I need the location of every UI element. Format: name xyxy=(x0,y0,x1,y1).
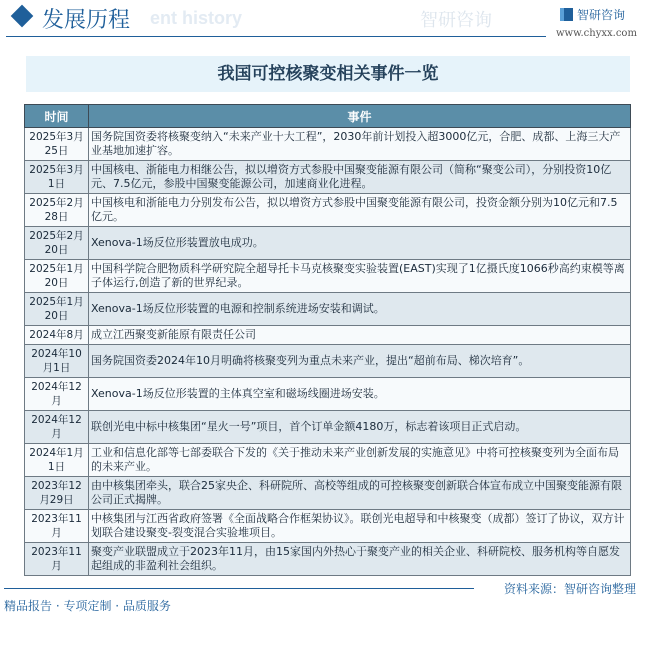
page-header xyxy=(0,0,656,40)
row-time: 2023年12月29日 xyxy=(25,477,89,510)
row-time: 2024年12月 xyxy=(25,378,89,411)
row-event: 中国核电、浙能电力相继公告，拟以增资方式参股中国聚变能源有限公司（简称“聚变公司），分别投资10亿元、7.5亿元，参股中国聚变能源公司，加速商业化进程。 xyxy=(89,161,631,194)
page-title: 发展历程 xyxy=(42,8,131,33)
row-event: 国务院国资委2024年10月明确将核聚变列为重点未来产业，提出“超前布局、梯次培育”。 xyxy=(89,345,631,378)
row-time: 2025年2月28日 xyxy=(25,194,89,227)
brand-name: 智研咨询 xyxy=(577,8,626,22)
row-time: 2025年1月20日 xyxy=(25,260,89,293)
table-row xyxy=(25,411,631,444)
row-event: 联创光电中标中核集团“星火一号”项目，首个订单金额4180万，标志着该项目正式启动。 xyxy=(89,411,631,444)
content-flow xyxy=(4,104,636,614)
table-row xyxy=(25,444,631,477)
row-event: Xenova-1场反位形装置的主体真空室和磁场线圈进场安装。 xyxy=(89,378,631,411)
table-row xyxy=(25,260,631,293)
row-event: Xenova-1场反位形装置放电成功。 xyxy=(89,227,631,260)
source-note: 资料来源：智研咨询整理 xyxy=(503,582,636,596)
watermark: 智研咨询 xyxy=(420,10,492,31)
row-event: Xenova-1场反位形装置的电源和控制系统进场安装和调试。 xyxy=(89,293,631,326)
logo-icon xyxy=(560,8,573,21)
row-event: 由中核集团牵头，联合25家央企、科研院所、高校等组成的可控核聚变创新联合体宣布成立中国聚变能源有限公司正式揭牌。 xyxy=(89,477,631,510)
table-title: 我国可控核聚变相关事件一览 xyxy=(26,56,630,92)
row-event: 成立江西聚变新能原有限责任公司 xyxy=(89,326,631,345)
row-time: 2025年2月20日 xyxy=(25,227,89,260)
row-event: 国务院国资委将核聚变纳入“未来产业十大工程”，2030年前计划投入超3000亿元，合肥、成都、上海三大产业基地加速扩容。 xyxy=(89,128,631,161)
col-header-event: 事件 xyxy=(89,105,631,128)
row-time: 2025年3月1日 xyxy=(25,161,89,194)
page-footer xyxy=(4,580,636,614)
table-row xyxy=(25,378,631,411)
table-row xyxy=(25,510,631,543)
table-row xyxy=(25,128,631,161)
table-row xyxy=(25,293,631,326)
row-time: 2024年8月 xyxy=(25,326,89,345)
header-ghost-text: ent history xyxy=(150,8,243,28)
table-row xyxy=(25,194,631,227)
table-row xyxy=(25,477,631,510)
table-row xyxy=(25,543,631,576)
row-event: 中国核电和浙能电力分别发布公告，拟以增资方式参股中国聚变能源有限公司，投资金额分别为10亿元和7.5亿元。 xyxy=(89,194,631,227)
table-row xyxy=(25,345,631,378)
row-time: 2025年1月20日 xyxy=(25,293,89,326)
diamond-icon xyxy=(11,5,34,28)
row-time: 2023年11月 xyxy=(25,543,89,576)
brand-logo xyxy=(560,6,625,23)
footer-slogan: 精品报告 · 专项定制 · 品质服务 xyxy=(4,599,171,613)
row-event: 中核集团与江西省政府签署《全面战略合作框架协议》。联创光电超导和中核聚变（成都）签订了协议，双方计划联合建设聚变-裂变混合实验堆项目。 xyxy=(89,510,631,543)
row-time: 2023年11月 xyxy=(25,510,89,543)
brand-url: www.chyxx.com xyxy=(556,28,637,39)
events-table xyxy=(24,104,631,576)
table-row xyxy=(25,161,631,194)
table-row xyxy=(25,227,631,260)
col-header-time: 时间 xyxy=(25,105,89,128)
row-time: 2025年3月25日 xyxy=(25,128,89,161)
table-row xyxy=(25,326,631,345)
row-time: 2024年1月1日 xyxy=(25,444,89,477)
header-divider xyxy=(6,36,546,37)
footer-divider xyxy=(4,588,474,589)
row-event: 聚变产业联盟成立于2023年11月，由15家国内外热心于聚变产业的相关企业、科研院校、服务机构等自愿发起组成的非盈利社会组织。 xyxy=(89,543,631,576)
row-time: 2024年10月1日 xyxy=(25,345,89,378)
row-event: 中国科学院合肥物质科学研究院全超导托卡马克核聚变实验装置(EAST)实现了1亿摄氏度1066秒高约束模等离子体运行,创造了新的世界纪录。 xyxy=(89,260,631,293)
row-event: 工业和信息化部等七部委联合下发的《关于推动未来产业创新发展的实施意见》中将可控核聚变列为全面布局的未来产业。 xyxy=(89,444,631,477)
row-time: 2024年12月 xyxy=(25,411,89,444)
